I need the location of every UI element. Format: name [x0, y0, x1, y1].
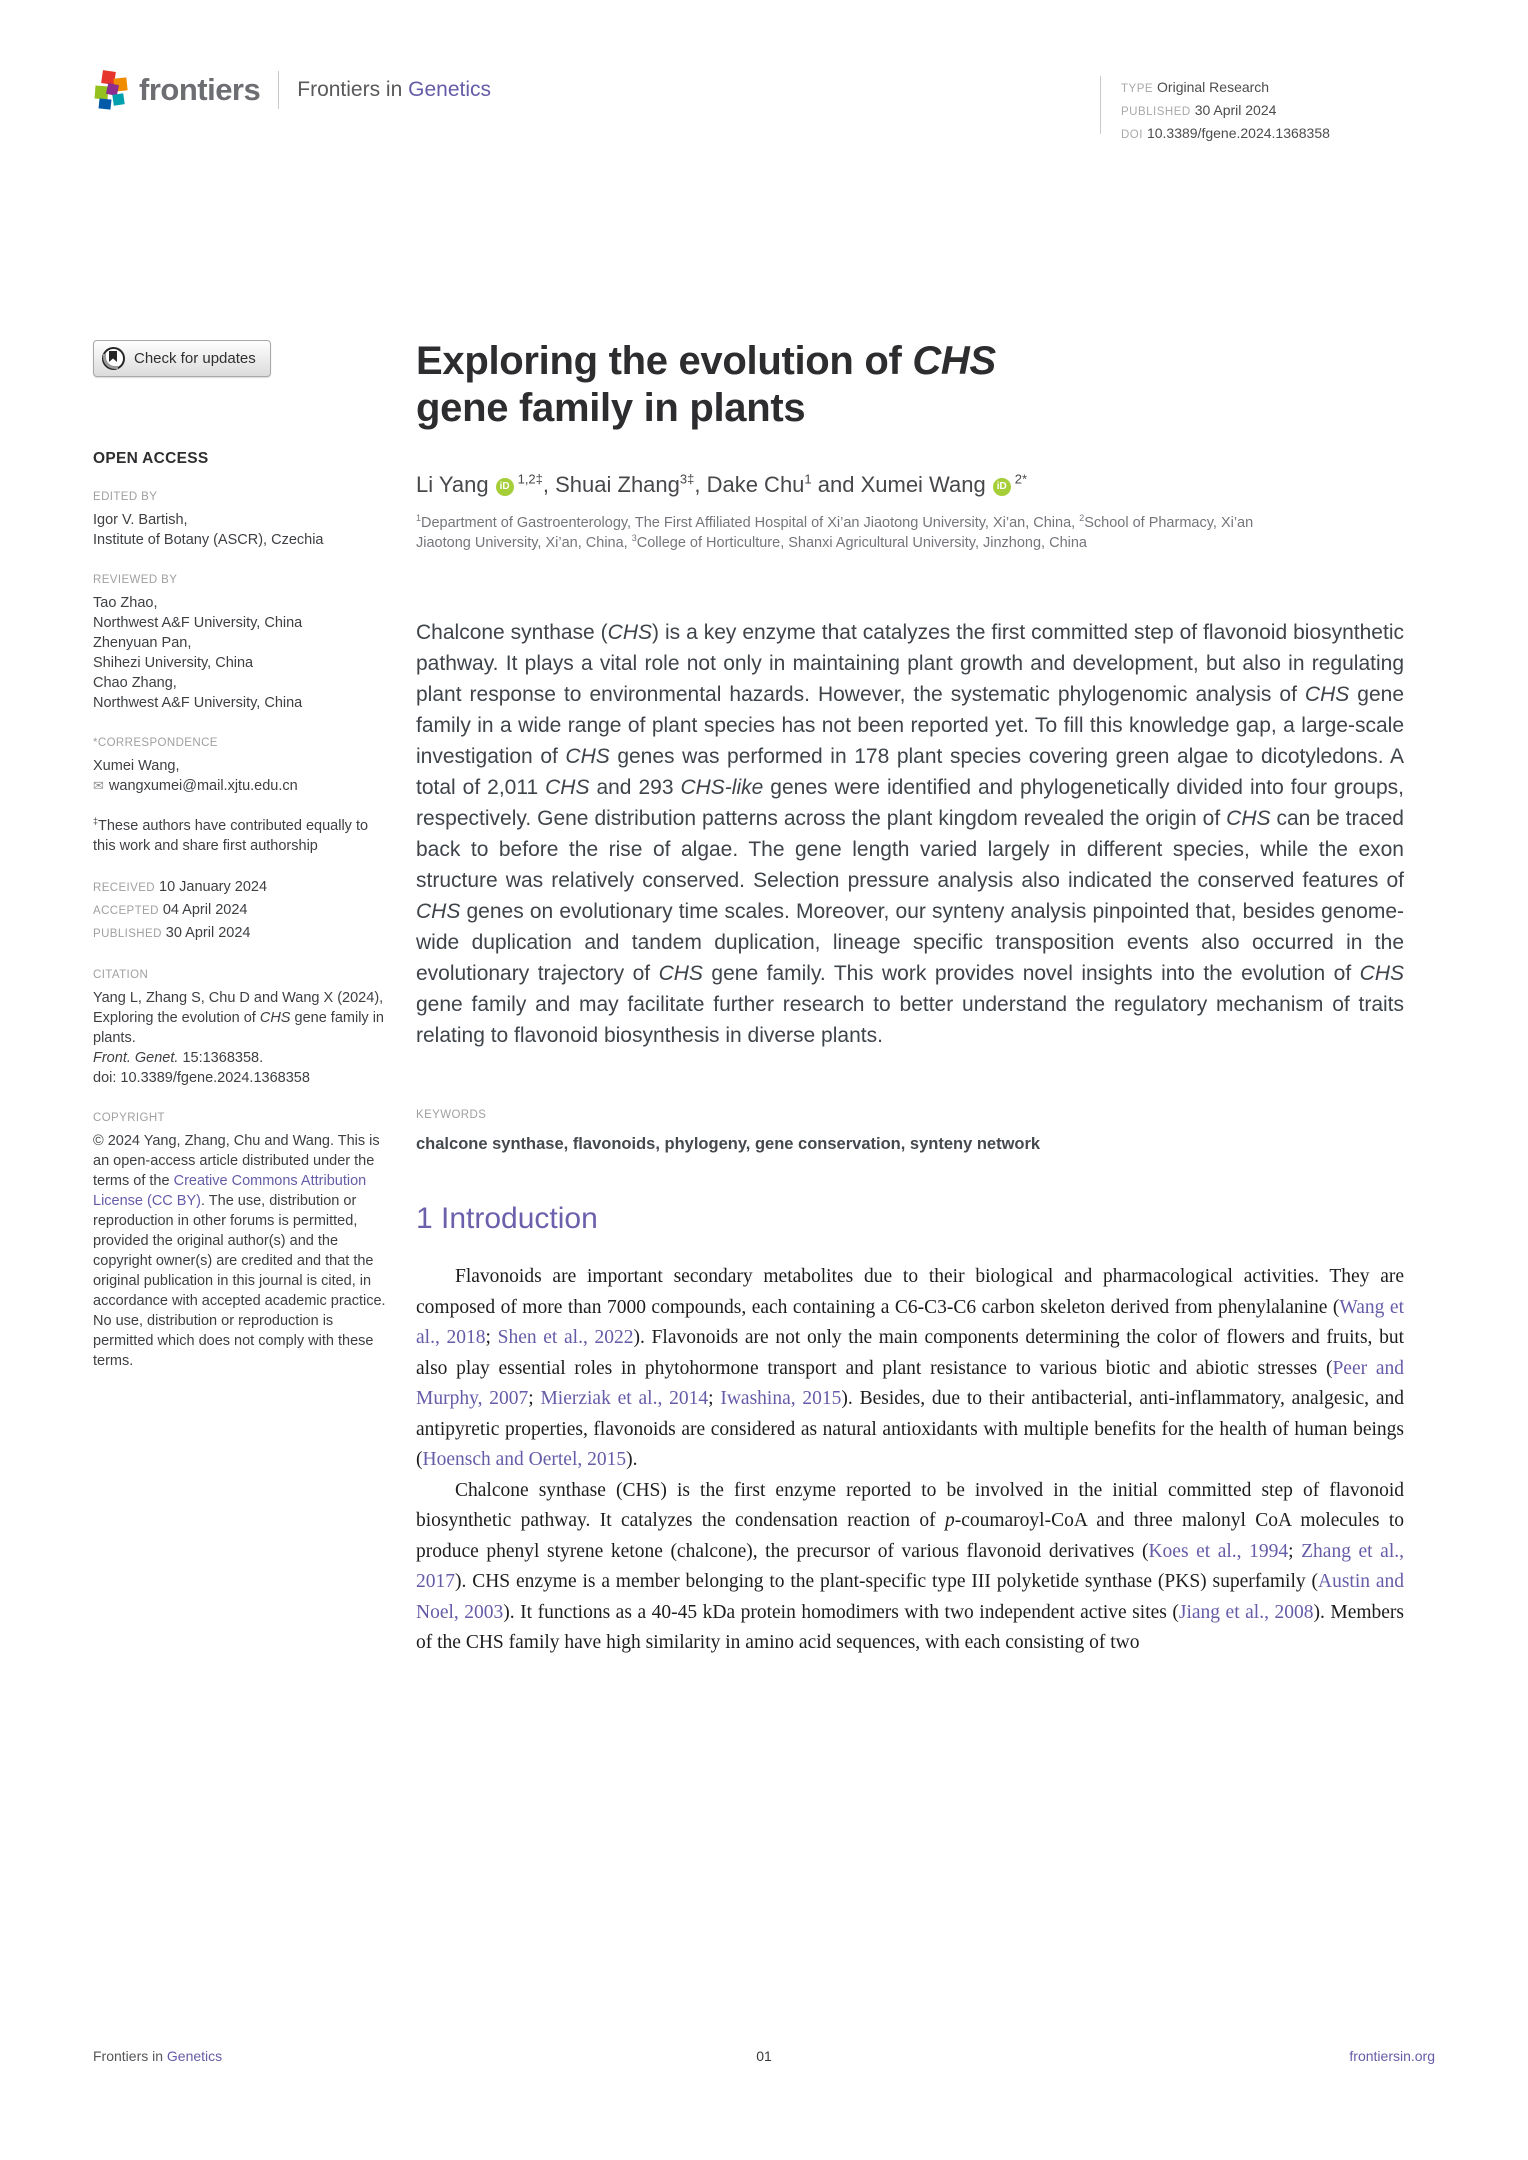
correspondence-block: [93, 733, 389, 796]
citation-link[interactable]: Wang et al., 2018: [416, 1296, 1404, 1348]
text-segment: and Xumei Wang: [811, 472, 986, 497]
text-segment: gene family in a wide range of plant species has not been reported yet. To fill this knowledge gap, a large-scale investigation of: [416, 683, 1404, 768]
citation-text: [93, 988, 389, 1088]
reviewer-affiliation: Northwest A&F University, China: [93, 695, 303, 711]
text-segment: ) is a key enzyme that catalyzes the first committed step of flavonoid biosynthetic pathway. It plays a vital role not only in maintaining plant growth and development, but also in regulating plant response to environmental hazards. However, the systematic phylogenomic analysis of: [416, 621, 1404, 706]
published-label: PUBLISHED: [93, 928, 162, 940]
cc-by-license-link[interactable]: Creative Commons Attribution License (CC BY): [93, 1173, 367, 1209]
text-segment: genes were identified and phylogenetically divided into four groups, respectively. Gene distribution patterns across the plant kingdom revealed the origin of: [416, 776, 1404, 830]
text-segment: ).: [626, 1449, 638, 1470]
citation-label: CITATION: [93, 969, 149, 981]
citation-block: [93, 965, 389, 1088]
copyright-text: [93, 1131, 389, 1371]
text-segment: School of Pharmacy, Xi’an Jiaotong University, Xi’an, China,: [416, 515, 1254, 551]
footer-site-link[interactable]: frontiersin.org: [1349, 2048, 1435, 2064]
text-segment: 2*: [1014, 471, 1028, 487]
text-segment: Department of Gastroenterology, The First Affiliated Hospital of Xi’an Jiaotong University, Xi’an, China,: [421, 515, 1080, 531]
text-segment: CHS: [912, 339, 996, 383]
keywords-label: KEYWORDS: [416, 1109, 487, 1121]
citation-link[interactable]: Shen et al., 2022: [497, 1327, 634, 1348]
published-value: 30 April 2024: [165, 925, 251, 941]
header: [93, 70, 491, 110]
footer-journal-accent: Genetics: [166, 2048, 223, 2064]
published-row: [93, 922, 389, 945]
text-segment: CHS: [607, 621, 653, 644]
text-segment: 1: [416, 513, 421, 524]
text-segment: gene family in plants.: [93, 1010, 384, 1046]
citation-link[interactable]: Iwashina, 2015: [720, 1388, 842, 1409]
abstract: [416, 617, 1404, 1051]
text-segment: doi: 10.3389/fgene.2024.1368358: [93, 1070, 310, 1086]
text-segment: These authors have contributed equally to this work and share first authorship: [93, 818, 369, 854]
check-for-updates-label: Check for updates: [134, 350, 256, 367]
text-segment: 1,2‡: [517, 471, 543, 487]
text-segment: CHS: [545, 776, 590, 799]
article: [416, 338, 1404, 1659]
text-segment: genes on evolutionary time scales. Moreover, our synteny analysis pinpointed that, besides genome-wide duplication and tandem duplication, lineage specific transposition events also occurred in the evolutionary trajectory of: [416, 900, 1404, 985]
received-label: RECEIVED: [93, 882, 155, 894]
text-segment: Front. Genet.: [93, 1050, 179, 1066]
check-for-updates-button[interactable]: [93, 340, 271, 377]
text-segment: ;: [708, 1388, 721, 1409]
edited-by-label: EDITED BY: [93, 491, 158, 503]
text-segment: Exploring the evolution of: [416, 339, 913, 383]
reviewed-by-block: [93, 570, 389, 713]
orcid-icon: iD: [993, 478, 1011, 496]
text-segment: Li Yang: [416, 472, 489, 497]
text-segment: CHS: [1304, 683, 1350, 706]
reviewer-affiliation: Shihezi University, China: [93, 655, 254, 671]
text-segment: Chalcone synthase (CHS) is the first enzyme reported to be involved in the initial committed step of flavonoid biosynthetic pathway. It catalyzes the condensation reaction of: [416, 1479, 1404, 1531]
text-segment: Yang L, Zhang S, Chu D and Wang X (2024), Exploring the evolution of: [93, 990, 384, 1026]
meta-type-row: [1121, 77, 1330, 100]
contribution-note: [93, 816, 389, 856]
citation-link[interactable]: Peer and Murphy, 2007: [416, 1357, 1405, 1409]
orcid-icon: iD: [496, 478, 514, 496]
reviewer-name: Tao Zhao,: [93, 595, 158, 611]
text-segment: CHS: [658, 962, 703, 985]
copyright-block: [93, 1108, 389, 1371]
citation-link[interactable]: Mierziak et al., 2014: [540, 1388, 709, 1409]
citation-link[interactable]: Koes et al., 1994: [1148, 1540, 1289, 1562]
accepted-row: [93, 899, 389, 922]
authors-line: [416, 472, 1404, 498]
text-segment: gene family in plants: [416, 386, 806, 430]
affiliations: [416, 514, 1286, 553]
accepted-value: 04 April 2024: [162, 902, 248, 918]
text-segment: Chalcone synthase (: [416, 621, 608, 644]
journal-name-prefix: Frontiers in: [297, 78, 403, 101]
text-segment: ). Flavonoids are not only the main components determining the color of flowers and fruits, but also play essential roles in phytohormone transport and plant resistance to various biotic and abiotic stresses (: [416, 1327, 1404, 1379]
journal-name-accent: Genetics: [408, 78, 491, 101]
open-access-heading: OPEN ACCESS: [93, 450, 209, 467]
text-segment: © 2024 Yang, Zhang, Chu and Wang. This is an open-access article distributed under the terms of the: [93, 1133, 380, 1189]
meta-doi-value: 10.3389/fgene.2024.1368358: [1146, 125, 1330, 141]
page-number: 01: [756, 2048, 772, 2064]
intro-paragraph-1: [416, 1262, 1404, 1476]
text-segment: CHS-like: [680, 776, 764, 799]
meta-published-label: PUBLISHED: [1121, 106, 1191, 118]
copyright-label: COPYRIGHT: [93, 1112, 165, 1124]
text-segment: p: [944, 1510, 955, 1531]
text-segment: CHS: [416, 900, 461, 923]
section-heading-introduction: 1 Introduction: [416, 1202, 598, 1235]
text-segment: , Dake Chu: [694, 472, 805, 497]
citation-link[interactable]: Hoensch and Oertel, 2015: [422, 1449, 627, 1470]
header-divider: [278, 71, 279, 109]
journal-name: [297, 78, 491, 102]
text-segment: CHS: [1226, 807, 1271, 830]
reviewer-name: Zhenyuan Pan,: [93, 635, 192, 651]
text-segment: ). CHS enzyme is a member belonging to the plant-specific type III polyketide synthase (PKS) superfamily (: [455, 1571, 1318, 1592]
received-value: 10 January 2024: [159, 879, 268, 895]
reviewer-affiliation: Northwest A&F University, China: [93, 615, 303, 631]
text-segment: College of Horticulture, Shanxi Agricultural University, Jinzhong, China: [636, 534, 1087, 551]
citation-link[interactable]: Jiang et al., 2008: [1178, 1601, 1314, 1623]
crossmark-icon: [102, 347, 125, 370]
reviewed-by-label: REVIEWED BY: [93, 574, 178, 586]
correspondence-name: Xumei Wang,: [93, 758, 180, 774]
text-segment: ;: [528, 1388, 541, 1409]
article-title: [416, 338, 1066, 432]
accepted-label: ACCEPTED: [93, 905, 159, 917]
intro-paragraph-2: [416, 1476, 1404, 1659]
text-segment: ). Members of the CHS family have high similarity in amino acid sequences, with each consisting of two: [416, 1601, 1404, 1653]
text-segment: gene family. This work provides novel insights into the evolution of: [702, 962, 1360, 985]
article-meta: [1121, 77, 1330, 146]
text-segment: ). Besides, due to their antibacterial, anti-inflammatory, analgesic, and antipyretic properties, flavonoids are considered as natural antioxidants with multiple benefits for the health of human beings (: [416, 1388, 1404, 1470]
text-segment: Flavonoids are important secondary metabolites due to their biological and pharmacological activities. They are composed of more than 7000 compounds, each containing a C6-C3-C6 carbon skeleton derived from phenylalanine (: [416, 1266, 1404, 1318]
text-segment: ‡: [93, 816, 98, 827]
dates-block: [93, 876, 389, 945]
edited-by-affiliation: Institute of Botany (ASCR), Czechia: [93, 532, 324, 548]
envelope-icon: ✉: [93, 778, 104, 793]
text-segment: CHS: [259, 1010, 291, 1026]
text-segment: 3: [631, 532, 637, 543]
text-segment: 15:1368358.: [178, 1050, 264, 1066]
text-segment: , Shuai Zhang: [542, 472, 680, 497]
text-segment: ;: [485, 1327, 498, 1348]
keywords: chalcone synthase, flavonoids, phylogeny, gene conservation, synteny network: [416, 1135, 1041, 1153]
edited-by-block: [93, 487, 389, 550]
text-segment: and 293: [589, 776, 681, 799]
citation-link[interactable]: Zhang et al., 2017: [416, 1540, 1404, 1592]
received-row: [93, 876, 389, 899]
text-segment: CHS: [1359, 962, 1404, 985]
text-segment: 2: [1079, 513, 1085, 524]
meta-published-row: [1121, 100, 1330, 123]
text-segment: ;: [1288, 1540, 1302, 1562]
text-segment: CHS: [565, 745, 610, 768]
correspondence-email-link[interactable]: wangxumei@mail.xjtu.edu.cn: [108, 778, 298, 794]
text-segment: . The use, distribution or reproduction in other forums is permitted, provided the original author(s) and the copyright owner(s) are credited and that the original publication in this journal is cited, in accordance with accepted academic practice. No use, distribution or reproduction is permitted which does not comply with these terms.: [93, 1193, 386, 1369]
frontiers-logo-text: frontiers: [139, 72, 261, 107]
meta-type-label: TYPE: [1121, 83, 1154, 95]
citation-link[interactable]: Austin and Noel, 2003: [416, 1571, 1404, 1623]
meta-doi-label: DOI: [1121, 129, 1143, 141]
meta-divider: [1100, 76, 1101, 134]
meta-doi-row: [1121, 123, 1330, 146]
text-segment: genes was performed in 178 plant species covering green algae to dicotyledons. A total of 2,011: [416, 745, 1404, 799]
reviewer-name: Chao Zhang,: [93, 675, 177, 691]
frontiers-logo-icon: [93, 70, 129, 110]
text-segment: -coumaroyl-CoA and three malonyl CoA molecules to produce phenyl styrene ketone (chalcone), the precursor of various flavonoid derivatives (: [416, 1510, 1404, 1562]
text-segment: 1: [804, 471, 812, 487]
meta-published-value: 30 April 2024: [1194, 102, 1277, 118]
footer-journal-prefix: Frontiers in: [93, 2048, 164, 2064]
edited-by-name: Igor V. Bartish,: [93, 512, 188, 528]
correspondence-label: *CORRESPONDENCE: [93, 737, 218, 749]
text-segment: can be traced back to before the rise of algae. The gene length varied largely in different species, while the exon structure was relatively conserved. Selection pressure analysis also indicated the conserved features of: [416, 807, 1404, 892]
text-segment: 3‡: [679, 471, 695, 487]
meta-type-value: Original Research: [1157, 79, 1270, 95]
sidebar: [93, 340, 389, 1391]
text-segment: gene family and may facilitate further research to better understand the regulatory mechanism of traits relating to flavonoid biosynthesis in diverse plants.: [416, 993, 1404, 1047]
text-segment: ). It functions as a 40-45 kDa protein homodimers with two independent active sites (: [503, 1601, 1179, 1623]
